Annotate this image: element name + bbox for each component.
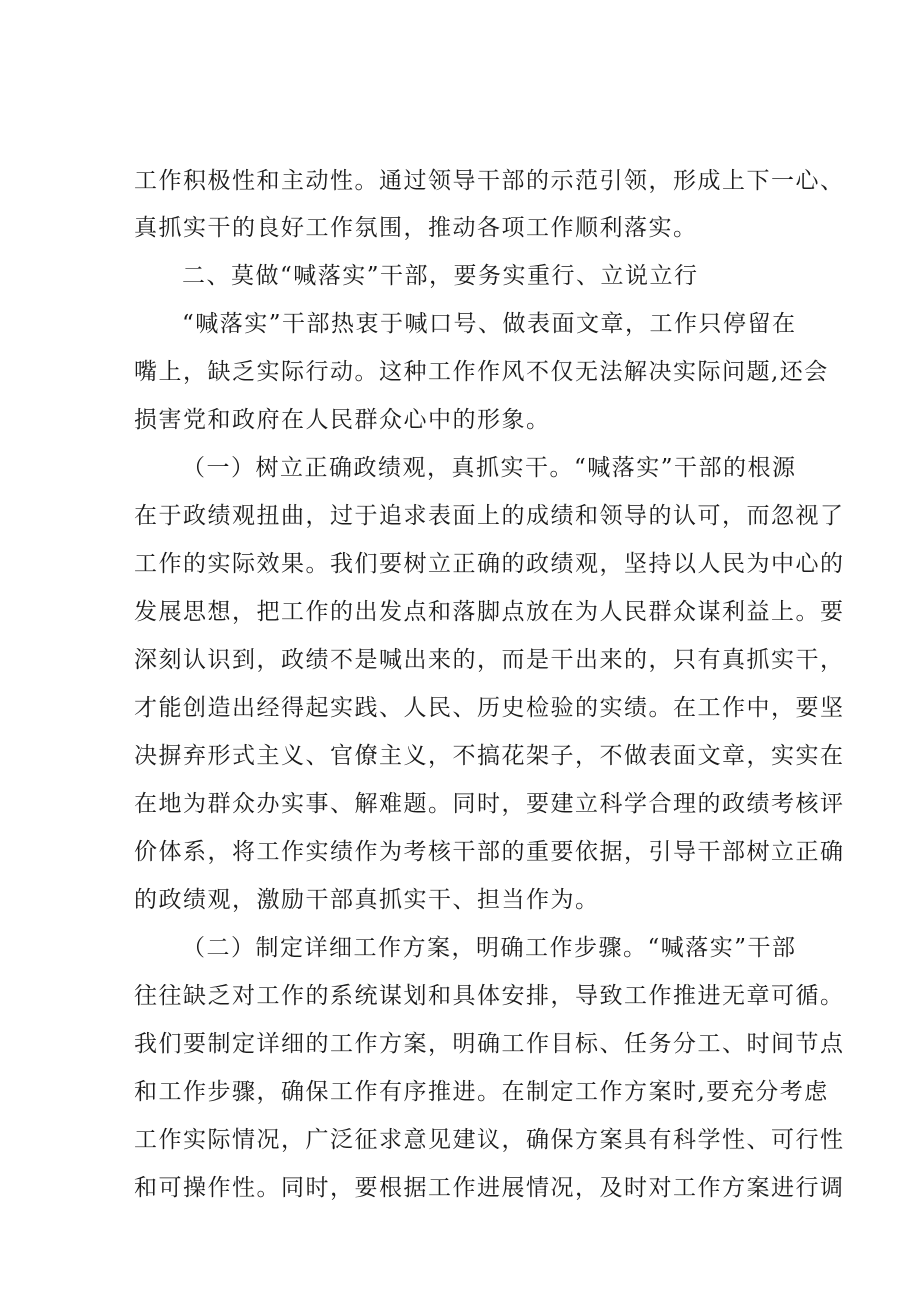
paragraph-line: 工作积极性和主动性。通过领导干部的示范引领，形成上下一心、 bbox=[134, 168, 845, 194]
paragraph-line: 才能创造出经得起实践、人民、历史检验的实绩。在工作中，要坚 bbox=[134, 695, 845, 721]
paragraph-line: 价体系，将工作实绩作为考核干部的重要依据，引导干部树立正确 bbox=[134, 839, 845, 865]
subsection-heading-line: （一）树立正确政绩观，真抓实干。“喊落实”干部的根源 bbox=[182, 455, 797, 481]
paragraph-line: 和工作步骤，确保工作有序推进。在制定工作方案时,要充分考虑 bbox=[134, 1079, 829, 1105]
subsection-heading-line: （二）制定详细工作方案，明确工作步骤。“喊落实”干部 bbox=[182, 935, 797, 961]
paragraph-line: 往往缺乏对工作的系统谋划和具体安排，导致工作推进无章可循。 bbox=[134, 983, 845, 1009]
paragraph-line: 工作实际情况，广泛征求意见建议，确保方案具有科学性、可行性 bbox=[134, 1127, 845, 1153]
paragraph-line: 发展思想，把工作的出发点和落脚点放在为人民群众谋利益上。要 bbox=[134, 599, 845, 625]
paragraph-line: 和可操作性。同时，要根据工作进展情况，及时对工作方案进行调 bbox=[134, 1175, 845, 1201]
paragraph-line: 决摒弃形式主义、官僚主义，不搞花架子，不做表面文章，实实在 bbox=[134, 743, 845, 769]
paragraph-line: 在地为群众办实事、解难题。同时，要建立科学合理的政绩考核评 bbox=[134, 791, 845, 817]
paragraph-line: 在于政绩观扭曲，过于追求表面上的成绩和领导的认可，而忽视了 bbox=[134, 503, 845, 529]
paragraph-line: 的政绩观，激励干部真抓实干、担当作为。 bbox=[134, 887, 600, 913]
paragraph-line: “喊落实”干部热衷于喊口号、做表面文章，工作只停留在 bbox=[182, 311, 797, 337]
paragraph-line: 真抓实干的良好工作氛围，推动各项工作顺利落实。 bbox=[134, 215, 698, 241]
paragraph-line: 工作的实际效果。我们要树立正确的政绩观，坚持以人民为中心的 bbox=[134, 551, 845, 577]
paragraph-line: 嘴上，缺乏实际行动。这种工作作风不仅无法解决实际问题,还会 bbox=[134, 359, 829, 385]
paragraph-line: 深刻认识到，政绩不是喊出来的，而是干出来的，只有真抓实干， bbox=[134, 647, 845, 673]
paragraph-line: 损害党和政府在人民群众心中的形象。 bbox=[134, 407, 551, 433]
section-heading: 二、莫做“喊落实”干部，要务实重行、立说立行 bbox=[182, 263, 699, 289]
paragraph-line: 我们要制定详细的工作方案，明确工作目标、任务分工、时间节点 bbox=[134, 1031, 845, 1057]
